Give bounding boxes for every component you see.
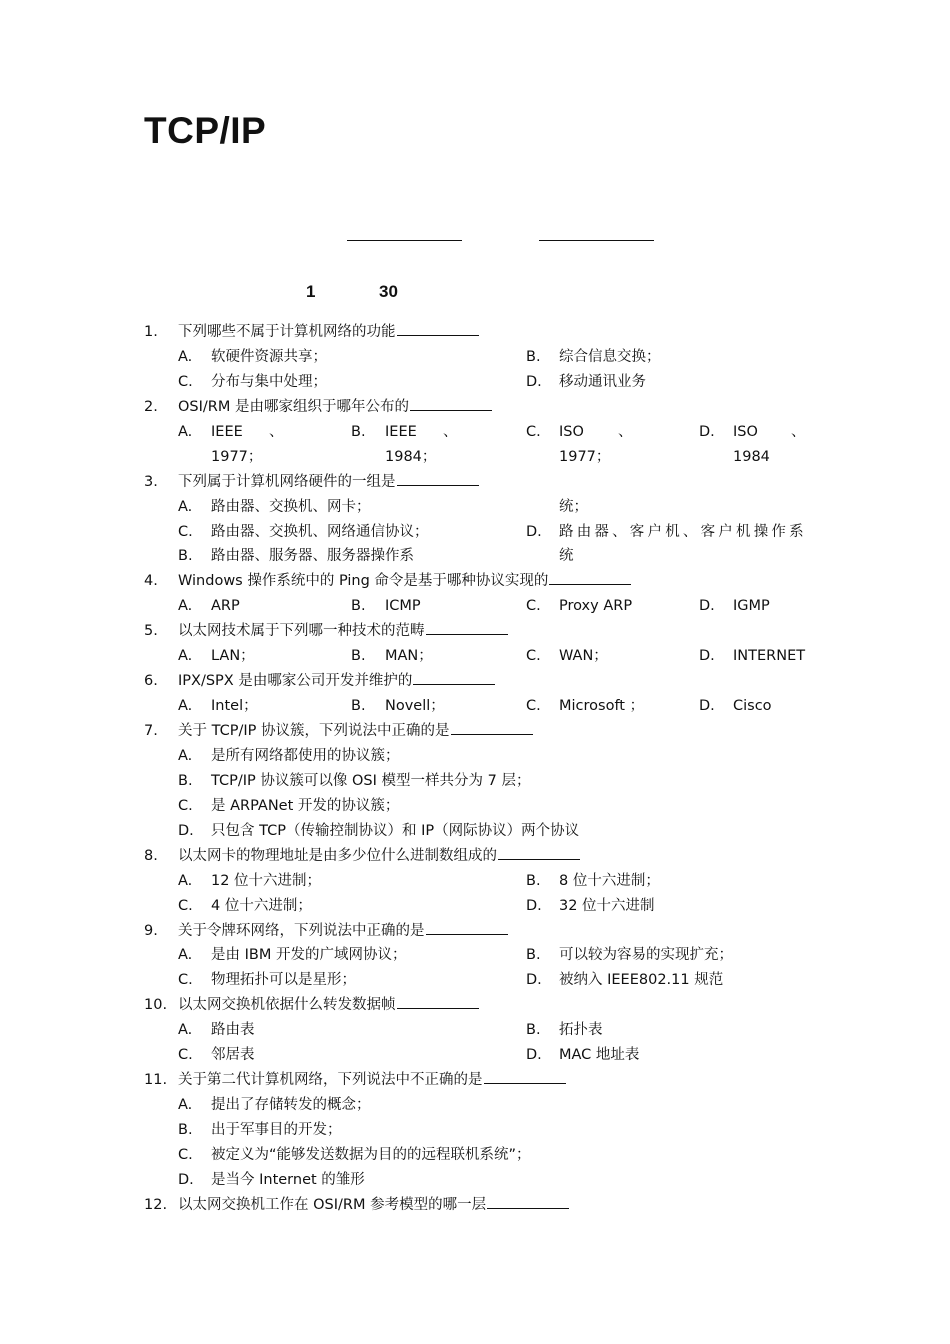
option-letter: D.	[526, 897, 542, 914]
option-letter: C.	[178, 373, 193, 390]
question-stem: 以太网交换机依据什么转发数据帧	[178, 997, 396, 1014]
answer-blank	[410, 395, 492, 411]
question-number: 8.	[144, 847, 158, 864]
question-stem: Windows 操作系统中的 Ping 命令是基于哪种协议实现的	[178, 573, 549, 590]
option-text: Intel；	[211, 698, 258, 715]
question-text	[178, 395, 492, 420]
option-text: TCP/IP 协议簇可以像 OSI 模型一样共分为 7 层；	[211, 772, 531, 789]
option-text: IGMP	[733, 598, 770, 615]
option-text-continued: 1984；	[385, 448, 437, 465]
question-number: 5.	[144, 623, 158, 640]
option-text: 是 ARPANet 开发的协议簇；	[211, 797, 400, 814]
option-letter: B.	[178, 548, 193, 565]
option-row	[0, 1043, 950, 1068]
option-letter: D.	[699, 648, 715, 665]
option-letter: B.	[351, 598, 366, 615]
option-text: 12 位十六进制；	[211, 872, 322, 889]
option-letter: B.	[526, 1022, 541, 1039]
answer-blank	[484, 1068, 566, 1084]
option-text: 出于军事目的开发；	[211, 1122, 342, 1138]
option-text: INTERNET	[733, 648, 806, 665]
question-list	[0, 320, 950, 1218]
option-text: Microsoft ；	[559, 698, 645, 715]
question-text	[178, 993, 479, 1018]
question-number: 3.	[144, 473, 158, 490]
option-row	[0, 894, 950, 919]
answer-blank	[426, 919, 508, 935]
option-text: 可以较为容易的实现扩充；	[559, 947, 733, 964]
name-blank-line	[347, 240, 462, 241]
option-text-continued: 1984	[733, 448, 770, 465]
question-text	[178, 470, 479, 495]
option-row	[0, 445, 950, 470]
option-letter: A.	[178, 498, 193, 515]
option-text: 分布与集中处理；	[211, 373, 327, 390]
option-letter: C.	[178, 797, 193, 814]
option-separator: 、	[269, 423, 284, 440]
question-stem: OSI/RM 是由哪家组织于哪年公布的	[178, 398, 409, 415]
option-letter: C.	[178, 523, 193, 540]
question-text	[178, 1068, 566, 1093]
option-text: IEEE	[211, 423, 243, 440]
option-text: MAC 地址表	[559, 1047, 640, 1064]
question-row	[0, 569, 950, 594]
option-text-continued: 1977；	[559, 448, 611, 465]
option-letter: A.	[178, 1097, 193, 1114]
option-letter: A.	[178, 348, 193, 365]
question-row	[0, 1193, 950, 1218]
option-letter: C.	[178, 972, 193, 989]
answer-blank	[426, 619, 508, 635]
option-letter: C.	[526, 598, 541, 615]
option-text: 32 位十六进制	[559, 897, 655, 914]
option-letter: A.	[178, 423, 193, 440]
option-letter: A.	[178, 698, 193, 715]
question-stem: 关于第二代计算机网络，下列说法中不正确的是	[178, 1072, 483, 1089]
question-text	[178, 844, 580, 869]
option-text: 路由器、交换机、网络通信协议；	[211, 523, 429, 540]
option-row	[0, 744, 950, 769]
option-text: 被纳入 IEEE802.11 规范	[559, 972, 724, 989]
option-row	[0, 1118, 950, 1143]
option-row	[0, 594, 950, 619]
option-text: ISO	[733, 423, 758, 440]
option-text: 路由器、交换机、网卡；	[211, 498, 371, 515]
question-row	[0, 320, 950, 345]
option-row	[0, 1093, 950, 1118]
option-separator: 、	[443, 423, 458, 440]
option-letter: B.	[351, 648, 366, 665]
option-text: 是由 IBM 开发的广域网协议；	[211, 947, 407, 964]
answer-blank	[397, 470, 479, 486]
question-text	[178, 619, 508, 644]
option-letter: D.	[699, 698, 715, 715]
option-letter: B.	[351, 698, 366, 715]
option-row	[0, 644, 950, 669]
option-letter: D.	[699, 423, 715, 440]
option-row	[0, 1018, 950, 1043]
option-separator: 、	[618, 423, 633, 440]
option-text: WAN；	[559, 648, 608, 665]
option-text: 被定义为“能够发送数据为目的的远程联机系统”；	[211, 1146, 531, 1163]
question-stem: 下列属于计算机网络硬件的一组是	[178, 473, 396, 490]
option-letter: C.	[526, 698, 541, 715]
option-text: 路由器、服务器、服务器操作系	[211, 548, 414, 565]
section-number: 1	[306, 282, 316, 301]
option-letter: B.	[178, 772, 193, 789]
option-row	[0, 869, 950, 894]
question-text	[178, 669, 495, 694]
option-letter: C.	[178, 897, 193, 914]
question-row	[0, 470, 950, 495]
question-number: 7.	[144, 723, 158, 739]
question-text	[178, 919, 508, 944]
option-row	[0, 420, 950, 445]
option-row	[0, 943, 950, 968]
question-text	[178, 1193, 569, 1218]
question-row	[0, 919, 950, 944]
option-row	[0, 819, 950, 844]
question-number: 4.	[144, 573, 158, 590]
question-row	[0, 719, 950, 744]
option-letter: C.	[178, 1146, 193, 1163]
option-row	[0, 769, 950, 794]
option-text: ICMP	[385, 598, 421, 615]
option-row	[0, 1143, 950, 1168]
option-letter: D.	[178, 822, 194, 839]
question-number: 6.	[144, 673, 158, 690]
option-text: 路由表	[211, 1022, 255, 1039]
score-blank-line	[539, 240, 654, 241]
question-text	[178, 320, 479, 345]
option-text: Novell；	[385, 698, 445, 715]
option-text: 邻居表	[211, 1047, 255, 1064]
question-stem: 关于令牌环网络，下列说法中正确的是	[178, 922, 425, 939]
option-row	[0, 794, 950, 819]
option-row	[0, 694, 950, 719]
option-text: IEEE	[385, 423, 417, 440]
option-letter: B.	[526, 348, 541, 365]
option-text: 移动通讯业务	[559, 373, 646, 390]
option-row	[0, 345, 950, 370]
option-letter: D.	[699, 598, 715, 615]
option-letter: C.	[526, 648, 541, 665]
option-letter: C.	[526, 423, 541, 440]
document-title: TCP/IP	[144, 110, 267, 151]
answer-blank	[413, 669, 495, 685]
option-text: 是当今 Internet 的雏形	[211, 1171, 365, 1188]
option-letter: D.	[526, 373, 542, 390]
option-letter: A.	[178, 747, 193, 764]
option-letter: D.	[526, 972, 542, 989]
option-text: 软硬件资源共享；	[211, 348, 327, 365]
option-text: Cisco	[733, 698, 772, 715]
question-stem: IPX/SPX 是由哪家公司开发并维护的	[178, 673, 413, 690]
question-row	[0, 993, 950, 1018]
answer-blank	[549, 569, 631, 585]
option-text-continued: 1977；	[211, 448, 263, 465]
option-text: Proxy ARP	[559, 598, 633, 615]
option-separator: 、	[791, 423, 806, 440]
option-letter: A.	[178, 598, 193, 615]
option-row	[0, 544, 950, 569]
question-number: 12.	[144, 1196, 168, 1213]
question-row	[0, 669, 950, 694]
option-text-continued: 统；	[559, 498, 588, 515]
option-text: ARP	[211, 598, 240, 615]
option-letter: A.	[178, 947, 193, 964]
option-text: 拓扑表	[559, 1022, 603, 1039]
question-text	[178, 719, 533, 744]
option-text: 4 位十六进制；	[211, 897, 312, 914]
question-number: 2.	[144, 398, 158, 415]
option-text: 路由器、客户机、客户机操作系	[559, 523, 807, 540]
question-number: 9.	[144, 922, 158, 939]
question-stem: 以太网卡的物理地址是由多少位什么进制数组成的	[178, 847, 497, 864]
question-text	[178, 569, 631, 594]
question-number: 1.	[144, 324, 158, 340]
option-text: 只包含 TCP（传输控制协议）和 IP（网际协议）两个协议	[211, 822, 580, 839]
option-row	[0, 520, 950, 545]
option-text: ISO	[559, 423, 584, 440]
option-text: 提出了存储转发的概念；	[211, 1097, 371, 1114]
answer-blank	[451, 719, 533, 735]
option-letter: A.	[178, 648, 193, 665]
question-stem: 以太网交换机工作在 OSI/RM 参考模型的哪一层	[178, 1196, 487, 1213]
option-text: MAN；	[385, 648, 433, 665]
option-letter: D.	[178, 1171, 194, 1188]
answer-blank	[397, 993, 479, 1009]
option-letter: B.	[526, 872, 541, 889]
question-row	[0, 844, 950, 869]
option-row	[0, 1168, 950, 1193]
question-row	[0, 619, 950, 644]
option-row	[0, 370, 950, 395]
option-letter: D.	[526, 1047, 542, 1064]
option-text-continued: 统	[559, 548, 574, 565]
question-number: 11.	[144, 1072, 168, 1089]
option-letter: B.	[351, 423, 366, 440]
option-text: 8 位十六进制；	[559, 872, 660, 889]
option-text: LAN；	[211, 648, 255, 665]
section-count: 30	[379, 282, 398, 301]
question-stem: 以太网技术属于下列哪一种技术的范畴	[178, 623, 425, 640]
question-row	[0, 395, 950, 420]
option-letter: C.	[178, 1047, 193, 1064]
question-row	[0, 1068, 950, 1093]
question-stem: 下列哪些不属于计算机网络的功能	[178, 324, 396, 340]
option-letter: A.	[178, 872, 193, 889]
question-number: 10.	[144, 997, 168, 1014]
option-row	[0, 968, 950, 993]
answer-blank	[397, 320, 479, 336]
answer-blank	[487, 1193, 569, 1209]
option-text: 综合信息交换；	[559, 348, 661, 365]
option-text: 是所有网络都使用的协议簇；	[211, 747, 400, 764]
option-letter: B.	[526, 947, 541, 964]
option-text: 物理拓扑可以是星形；	[211, 972, 356, 989]
option-letter: A.	[178, 1022, 193, 1039]
option-letter: B.	[178, 1122, 193, 1138]
answer-blank	[498, 844, 580, 860]
option-row	[0, 495, 950, 520]
question-stem: 关于 TCP/IP 协议簇，下列说法中正确的是	[178, 723, 450, 739]
option-letter: D.	[526, 523, 542, 540]
